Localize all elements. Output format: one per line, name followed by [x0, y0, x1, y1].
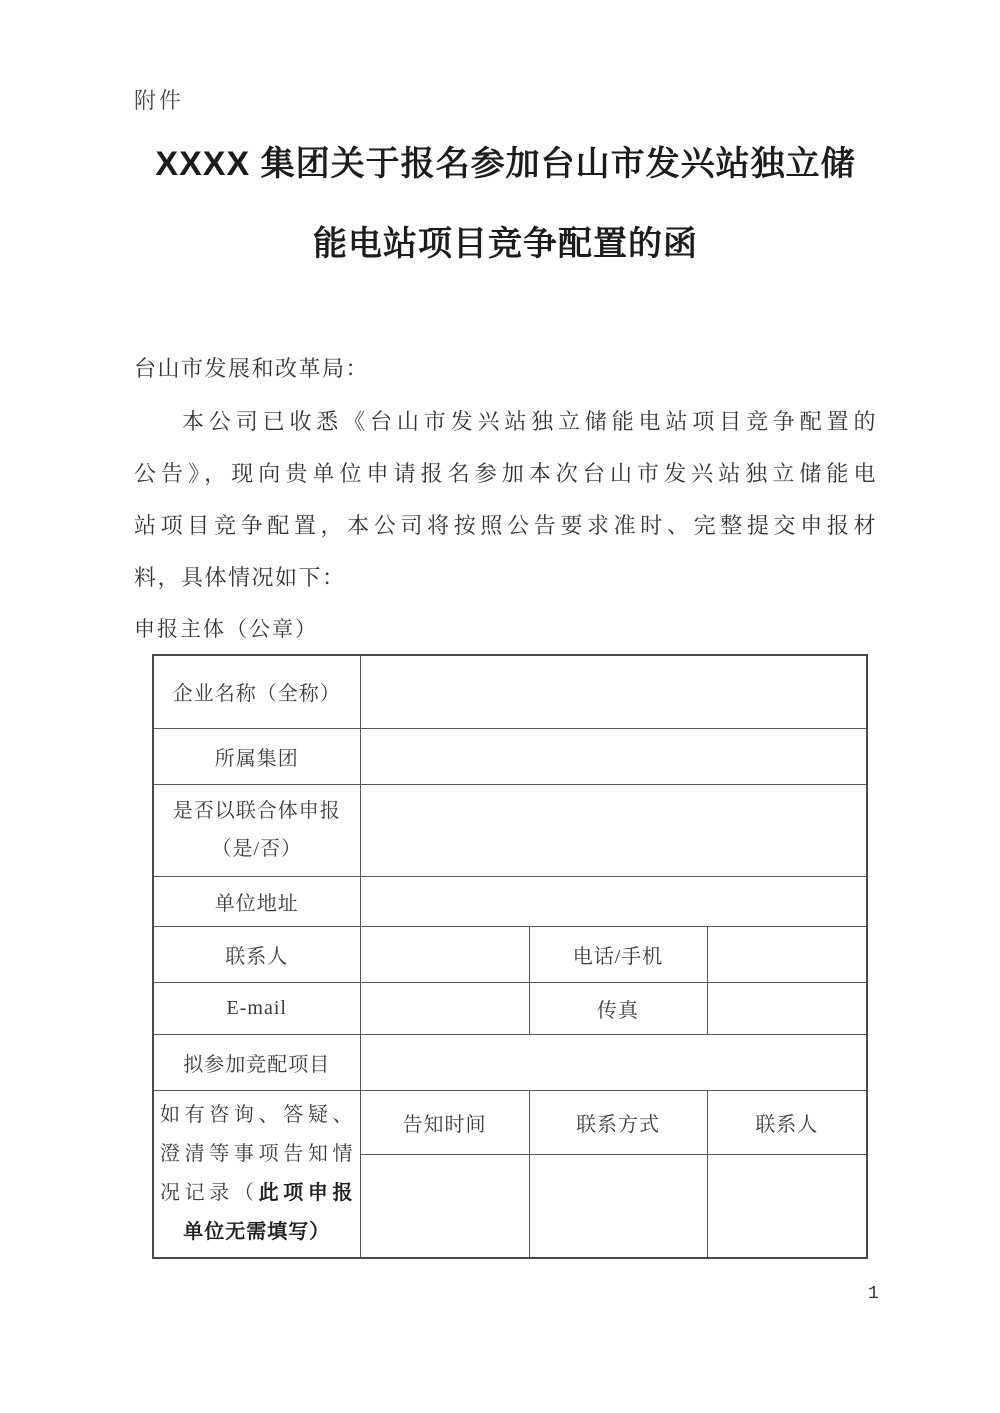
- table-row: [153, 655, 867, 728]
- body-line: 公告》，现向贵单位申请报名参加本次台山市发兴站独立储能电: [134, 461, 877, 486]
- notice-record-label: [153, 1090, 360, 1258]
- document-title: [134, 142, 877, 266]
- contact-method-header: 联系方式: [529, 1090, 707, 1154]
- body-line: 站项目竞争配置，本公司将按照公告要求准时、完整提交申报材: [134, 513, 877, 538]
- notify-time-header: 告知时间: [360, 1090, 529, 1154]
- body-paragraph: [134, 396, 877, 604]
- contact-method-value-cell: [529, 1154, 707, 1258]
- table-row: [153, 728, 867, 784]
- table-row: [153, 784, 867, 876]
- contact-person-value-cell: [707, 1154, 867, 1258]
- address-value-cell: [360, 876, 867, 926]
- group-label: 所属集团: [153, 728, 360, 784]
- table-row: [153, 1034, 867, 1090]
- table-caption: 申报主体（公章）: [134, 617, 318, 641]
- table-row: [153, 982, 867, 1034]
- salutation: 台山市发展和改革局：: [134, 356, 370, 381]
- table-row: [153, 876, 867, 926]
- body-line: 料，具体情况如下：: [134, 565, 346, 590]
- address-label: 单位地址: [153, 876, 360, 926]
- notice-line-4: 单位无需填写）: [183, 1220, 331, 1243]
- notice-line-3: 况记录（此项申报: [160, 1181, 354, 1204]
- application-form-table: [152, 654, 868, 1259]
- project-label: 拟参加竞配项目: [153, 1034, 360, 1090]
- email-label: E-mail: [153, 982, 360, 1034]
- contact-value-cell: [360, 926, 529, 982]
- notice-line-2: 澄清等事项告知情: [160, 1142, 354, 1165]
- project-value-cell: [360, 1034, 867, 1090]
- company-name-value-cell: [360, 655, 867, 728]
- document-title-line-2: 能电站项目竞争配置的函: [313, 225, 698, 263]
- phone-value-cell: [707, 926, 867, 982]
- attachment-label: 附件: [134, 88, 185, 113]
- table-row: [153, 1090, 867, 1154]
- contact-person-header: 联系人: [707, 1090, 867, 1154]
- consortium-label-line-2: （是/否）: [211, 838, 303, 860]
- body-line: 本公司已收悉《台山市发兴站独立储能电站项目竞争配置的: [182, 409, 877, 434]
- page-number: 1: [868, 1284, 879, 1304]
- email-value-cell: [360, 982, 529, 1034]
- phone-label: 电话/手机: [529, 926, 707, 982]
- document-title-line-1: XXXX 集团关于报名参加台山市发兴站独立储: [155, 145, 856, 183]
- notify-time-value-cell: [360, 1154, 529, 1258]
- company-name-label: 企业名称（全称）: [153, 655, 360, 728]
- consortium-label: [153, 784, 360, 876]
- group-value-cell: [360, 728, 867, 784]
- fax-value-cell: [707, 982, 867, 1034]
- consortium-label-line-1: 是否以联合体申报: [172, 800, 341, 822]
- notice-line-1: 如有咨询、答疑、: [160, 1103, 354, 1126]
- table-row: [153, 926, 867, 982]
- consortium-value-cell: [360, 784, 867, 876]
- fax-label: 传真: [529, 982, 707, 1034]
- contact-label: 联系人: [153, 926, 360, 982]
